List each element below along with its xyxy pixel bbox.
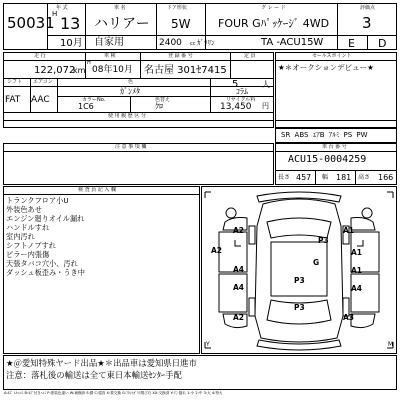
displacement-value: 2400 bbox=[159, 38, 182, 48]
inspector-note: 室内汚れ bbox=[6, 232, 35, 241]
inspection-label: 車 検 bbox=[104, 53, 116, 59]
damage-mark: A2 bbox=[233, 313, 245, 322]
damage-mark: A3 bbox=[343, 313, 355, 322]
score-label: 評価点 bbox=[360, 5, 376, 11]
fuel-type: ｶﾞｿﾘﾝ bbox=[197, 39, 215, 47]
mileage-unit: km bbox=[73, 66, 86, 75]
era-letter: H bbox=[52, 10, 58, 18]
footer-line-1: ★＠愛知特殊ヤード出品★＊出品車は愛知県日進市 bbox=[6, 358, 197, 368]
damage-mark: A1 bbox=[351, 266, 363, 275]
interior-box bbox=[337, 35, 368, 50]
model-box bbox=[205, 35, 338, 50]
doors-label: ドア形状 bbox=[167, 5, 187, 11]
score-value: 3 bbox=[362, 14, 372, 32]
damage-mark: A4 bbox=[233, 265, 245, 274]
recycle-unit: 円 bbox=[262, 102, 269, 110]
chassis-number: ACU15-0004259 bbox=[288, 154, 367, 165]
equipment-airbag: ｴｱB bbox=[312, 131, 325, 139]
equipment-alloy: ｱﾙﾐ bbox=[328, 131, 340, 139]
length-label: 長さ bbox=[278, 174, 291, 181]
damage-legend: M bbox=[388, 341, 394, 348]
doors-box bbox=[156, 3, 206, 36]
footer-line-2: 注意：落札後の輸送は全て東日本輸送ｾﾝﾀｰ手配 bbox=[6, 370, 182, 380]
equipment-abs: ABS bbox=[294, 131, 309, 139]
inspector-note: エンジン廻りオイル漏れ bbox=[6, 214, 85, 223]
use-type: 自家用 bbox=[94, 37, 124, 48]
damage-legend: Y bbox=[206, 341, 210, 348]
equipment-block bbox=[275, 128, 397, 143]
shift-pattern: ｺﾗﾑ bbox=[236, 87, 248, 96]
height-label: 高さ bbox=[358, 174, 371, 181]
damage-mark: P3 bbox=[318, 236, 329, 245]
car-name: ハリアー bbox=[94, 16, 150, 32]
inspector-note: ピラー内張傷 bbox=[6, 250, 50, 259]
length-value: 457 bbox=[296, 173, 312, 182]
ac-label: エアコン bbox=[33, 79, 53, 85]
equipment-list bbox=[281, 132, 368, 139]
doors-value: 5W bbox=[171, 17, 191, 31]
displacement-unit: cc bbox=[190, 41, 196, 47]
displacement-box bbox=[156, 35, 215, 50]
damage-mark: A1 bbox=[343, 226, 355, 235]
damage-mark: A2 bbox=[233, 226, 245, 235]
capacity-unit: 人 bbox=[262, 80, 270, 89]
equipment-ps: PS bbox=[343, 131, 353, 139]
inspector-note: シフトノブすれ bbox=[6, 241, 56, 250]
exterior-box bbox=[367, 35, 397, 50]
grade-value: FOUR Gﾊﾟｯｹｰｼﾞ 4WD bbox=[218, 17, 330, 30]
capacity-value: 5 bbox=[232, 79, 239, 90]
inspection-date: 08年10月 bbox=[92, 65, 133, 75]
damage-mark: G bbox=[313, 258, 320, 267]
width-value: 181 bbox=[336, 173, 352, 182]
model-code: TA -ACU15W bbox=[261, 37, 324, 48]
shift-value: FAT bbox=[5, 95, 21, 105]
damage-mark: A1 bbox=[351, 248, 363, 257]
title-type-label: 使 用 履 歴 区 分 bbox=[108, 113, 146, 119]
inspection-era: H bbox=[87, 60, 91, 66]
damage-mark: P3 bbox=[294, 303, 305, 312]
inspector-note: ハンドルすれ bbox=[6, 223, 50, 232]
plate-label: 登 録 番 号 bbox=[168, 53, 193, 59]
damage-mark: A4 bbox=[351, 284, 363, 293]
inspector-note: 外装色あせ bbox=[6, 205, 42, 214]
mileage-label: 走 行 bbox=[34, 53, 46, 59]
color-change-label: 色替え bbox=[155, 97, 171, 103]
color-label: 色 bbox=[128, 79, 134, 85]
use-type-box bbox=[85, 35, 157, 50]
mileage-value: 122,072 bbox=[34, 65, 76, 76]
month-value: 10月 bbox=[60, 38, 83, 49]
inspector-note: ダッシュ板歪み・うき中 bbox=[6, 268, 85, 277]
color-code-label: カラーNo. bbox=[82, 97, 106, 103]
exterior-grade: D bbox=[378, 37, 387, 50]
inspector-label: 検 査 員 記 入 欄 bbox=[78, 187, 116, 193]
grade-label: グ レ ー ド bbox=[261, 5, 286, 11]
year-box bbox=[47, 3, 86, 36]
chassis-label: 車 台 番 号 bbox=[322, 144, 347, 150]
capacity-label: 定 員 bbox=[244, 53, 256, 59]
recycle-label: リサイクル料 bbox=[226, 97, 256, 103]
inspector-note: トランクフロア小U bbox=[6, 196, 69, 205]
shift-label: シフト bbox=[7, 79, 23, 85]
car-name-label: 車 名 bbox=[114, 5, 126, 11]
grade-box bbox=[205, 3, 338, 36]
car-outline-diagram bbox=[201, 186, 397, 354]
damage-mark: P3 bbox=[294, 276, 305, 285]
score-box bbox=[337, 3, 397, 36]
month-box bbox=[47, 35, 86, 50]
sales-point-label: セールスポイント bbox=[312, 53, 352, 59]
sales-point-text: ★＊オークションデビュー★ bbox=[278, 63, 374, 72]
width-label: 幅 bbox=[322, 174, 329, 181]
plate-number: 名古屋 301ｾ7415 bbox=[144, 65, 227, 76]
footnote-legend: A:ｷｽﾞ U:ﾍｺﾐ B:ｷｽﾞ付きﾍｺﾐ P:塗装色違い W:補修跡 S:錆 C:腐食 X:要交換 G:ﾌﾛﾝﾄｶﾞﾗｽ飛び石 XX:交換済 Y:穴･割れ 1:小 2:中 3:大 4:特大 bbox=[4, 391, 223, 395]
interior-grade: E bbox=[348, 37, 355, 50]
color-name: ｶﾞﾝﾒﾀ bbox=[120, 87, 140, 96]
height-value: 166 bbox=[378, 173, 394, 182]
color-change: ｸﾛ bbox=[155, 102, 163, 111]
color-code: 1C6 bbox=[78, 102, 94, 111]
recycle-fee: 13,450 bbox=[220, 102, 252, 112]
year-label: 年 式 bbox=[56, 5, 68, 11]
notes-label: 注 意 事 項 欄 bbox=[115, 144, 147, 150]
car-name-box bbox=[85, 3, 157, 36]
damage-mark: A4 bbox=[233, 283, 245, 292]
lot-number: 50031 bbox=[7, 14, 55, 32]
equipment-pw: PW bbox=[356, 131, 368, 139]
damage-mark: A2 bbox=[211, 246, 223, 255]
equipment-sr: SR bbox=[281, 131, 291, 139]
inspector-note: 天張タバコ穴小、汚れ bbox=[6, 259, 78, 268]
ac-value: AAC bbox=[31, 95, 50, 105]
lot-number-box bbox=[3, 3, 55, 50]
year-value: 13 bbox=[60, 14, 81, 33]
